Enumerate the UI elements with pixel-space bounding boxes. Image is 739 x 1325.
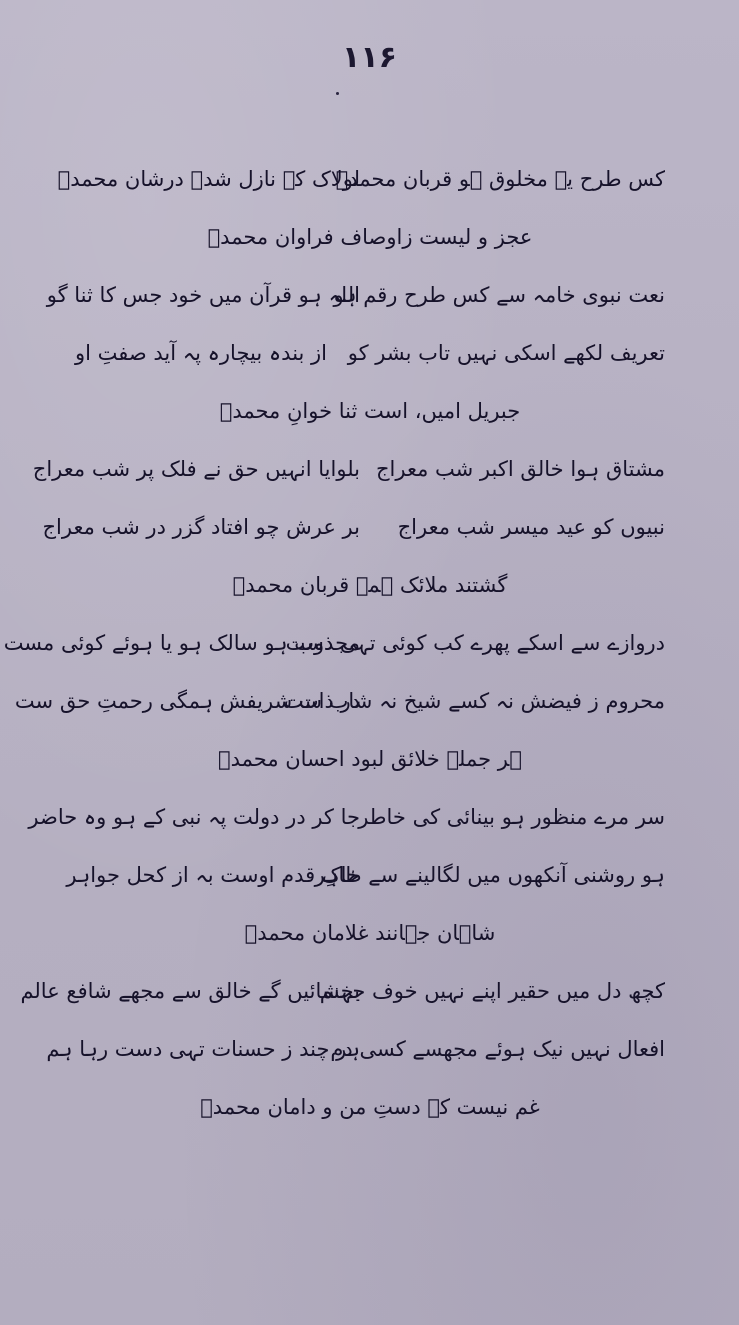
second-hemistich: اللہ ہو قرآن میں خود جس کا ثنا گو — [46, 283, 360, 307]
couplet — [66, 846, 665, 904]
second-hemistich: مجذوب ہو سالک ہو یا ہوئے کوئی مست — [3, 631, 360, 655]
second-hemistich: خاکِ قدم اوست بہ از کحل جواہر — [66, 863, 360, 887]
first-hemistich: نبیوں کو عید میسر شب معراج — [397, 515, 665, 539]
first-hemistich: مشتاق ہوا خالق اکبر شب معراج — [376, 457, 665, 481]
couplet — [75, 324, 665, 382]
first-hemistich: دروازے سے اسکے پھرے کب کوئی تہی دست — [285, 631, 665, 655]
couplet — [46, 1020, 665, 1078]
couplet — [28, 788, 665, 846]
refrain-line: جبریل امیں، است ثنا خوانِ محمدؐ — [219, 399, 521, 423]
page-number: ۱۱۶ — [342, 40, 397, 75]
first-hemistich: نعت نبوی خامہ سے کس طرح رقم ہو — [333, 283, 665, 307]
second-hemistich: ہر چند ز حسنات تہی دست رہا ہم — [46, 1037, 360, 1061]
refrain-line: شاہان جہانند غلامان محمدؐ — [244, 921, 496, 945]
couplet — [32, 440, 665, 498]
second-hemistich: بخشائیں گے خالق سے مجھے شافع عالم — [20, 979, 360, 1003]
couplet — [57, 150, 665, 208]
couplet — [42, 498, 665, 556]
second-hemistich: در ذات شریفش ہمگی رحمتِ حق ست — [14, 689, 360, 713]
first-hemistich: افعال نہیں نیک ہوئے مجھسے کسی دم — [330, 1037, 665, 1061]
first-hemistich: تعریف لکھے اسکی نہیں تاب بشر کو — [347, 341, 665, 365]
second-hemistich: بر عرش چو افتاد گزر در شب معراج — [42, 515, 360, 539]
first-hemistich: کس طرح یہ مخلوق ہو قربان محمدؐ — [335, 167, 665, 191]
first-hemistich: سر مرے منظور ہو بینائی کی خاطر — [358, 805, 665, 829]
refrain-line: غم نیست کہ دستِ من و دامان محمدؐ — [200, 1095, 540, 1119]
poem-body — [3, 150, 665, 1136]
second-hemistich: جا کر در دولت پہ نبی کے ہو وہ حاضر — [28, 805, 360, 829]
first-hemistich: ہو روشنی آنکھوں میں لگالینے سے ظاہر — [314, 863, 665, 887]
first-hemistich: کچھ دل میں حقیر اپنے نہیں خوف جہنم — [319, 979, 665, 1003]
refrain-line: عجز و لیست زاوصاف فراوان محمدؐ — [207, 225, 533, 249]
first-hemistich: محروم ز فیضش نہ کسے شیخ نہ شاب ست — [283, 689, 665, 713]
second-hemistich: لولاک کہ نازل شدہ درشان محمدؐ — [57, 167, 360, 191]
couplet — [20, 962, 665, 1020]
second-hemistich: از بندہ بیچارہ پہ آید صفتِ او — [75, 341, 328, 365]
second-hemistich: بلوایا انہیں حق نے فلک پر شب معراج — [32, 457, 360, 481]
refrain-line: گشتند ملائک ہمہ قربان محمدؐ — [232, 573, 508, 597]
couplet — [3, 614, 665, 672]
couplet — [14, 672, 665, 730]
print-speck — [336, 92, 339, 95]
couplet — [46, 266, 665, 324]
refrain-line: ہر جملہ خلائق لبود احسان محمدؐ — [218, 747, 522, 771]
